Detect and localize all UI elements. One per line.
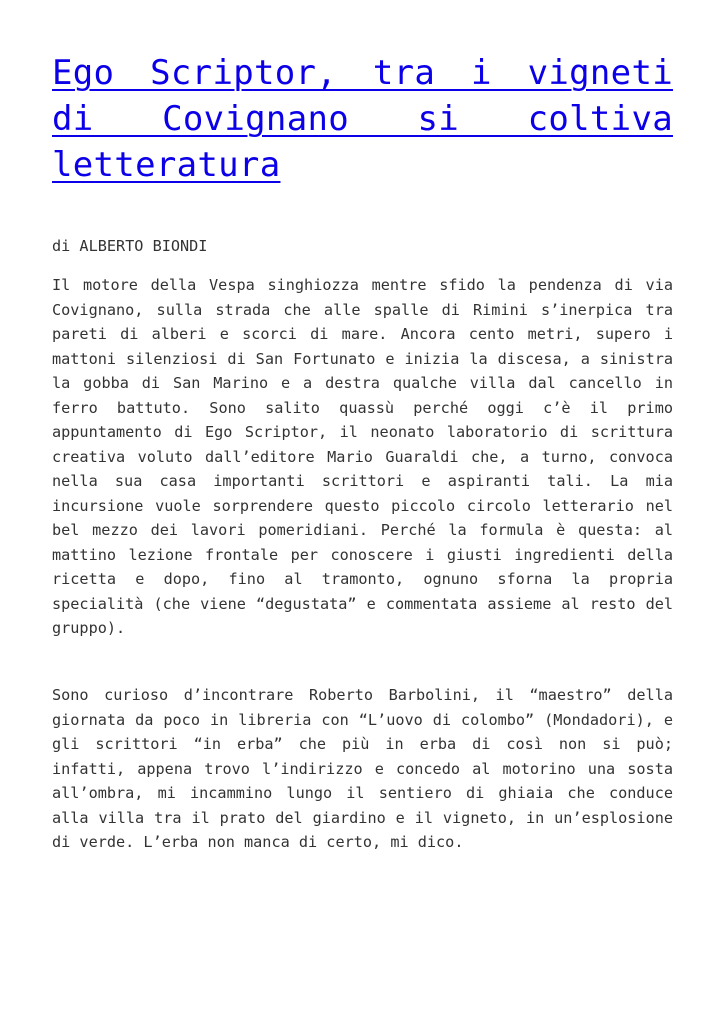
article <box>52 50 673 851</box>
article-byline: di ALBERTO BIONDI <box>52 237 208 255</box>
article-title-link[interactable]: Ego Scriptor, tra i vigneti di Covignano si coltiva letteratura <box>52 53 673 185</box>
article-title <box>52 50 673 188</box>
article-paragraph: Sono curioso d’incontrare Roberto Barbolini, il “maestro” della giornata da poco in libreria con “L’uovo di colombo” (Mondadori), e gli scrittori “in erba” che più in erba di così non si può; infatti, appena trovo l’indirizzo e concedo al motorino una sosta all’ombra, mi incammino lungo il sentiero di ghiaia che conduce alla villa tra il prato del giardino e il vigneto, in un’esplosione di verde. L’erba non manca di certo, mi dico. <box>52 686 673 851</box>
article-paragraph: Il motore della Vespa singhiozza mentre sfido la pendenza di via Covignano, sulla strada che alle spalle di Rimini s’inerpica tra pareti di alberi e scorci di mare. Ancora cento metri, supero i mattoni silenziosi di San Fortunato e inizia la discesa, a sinistra la gobba di San Marino e a destra qualche villa dal cancello in ferro battuto. Sono salito quassù perché oggi c’è il primo appuntamento di Ego Scriptor, il neonato laboratorio di scrittura creativa voluto dall’editore Mario Guaraldi che, a turno, convoca nella sua casa importanti scrittori e aspiranti tali. La mia incursione vuole sorprendere questo piccolo circolo letterario nel bel mezzo dei lavori pomeridiani. Perché la formula è questa: al mattino lezione frontale per conoscere i giusti ingredienti della ricetta e dopo, fino al tramonto, ognuno sforna la propria specialità (che viene “degustata” e commentata assieme al resto del gruppo). <box>52 276 673 637</box>
